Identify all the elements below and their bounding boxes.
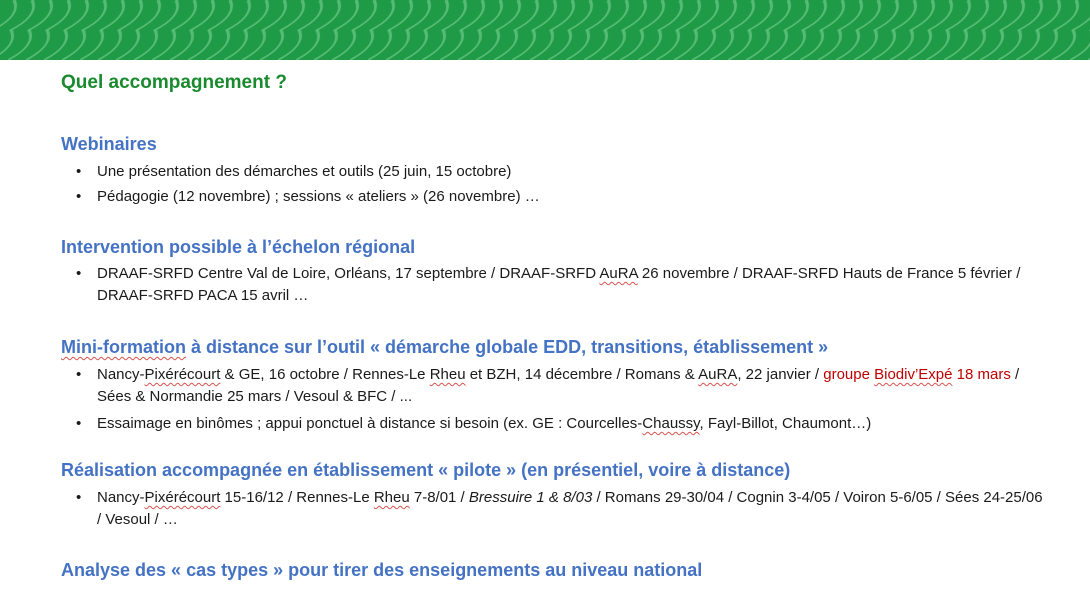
- bullet-icon: •: [76, 188, 82, 205]
- bullet-icon: •: [76, 415, 82, 432]
- header-banner: [0, 0, 1090, 60]
- list-item: • DRAAF-SRFD Centre Val de Loire, Orléans, 17 septembre / DRAAF-SRFD AuRA 26 novembre / DRAAF-SRFD Hauts de France 5 février / DRAAF-SRFD PACA 15 avril …: [76, 265, 1021, 304]
- intervention-list: [76, 263, 1046, 307]
- section-heading-realisation: Réalisation accompagnée en établissement « pilote » (en présentiel, voire à distance): [61, 460, 791, 480]
- bullet-icon: •: [76, 163, 82, 180]
- banner-wave-pattern: [0, 0, 1090, 60]
- webinaires-list: [76, 161, 1046, 208]
- list-item: • Nancy-Pixérécourt & GE, 16 octobre / Rennes-Le Rheu et BZH, 14 décembre / Romans & AuRA, 22 janvier / groupe Biodiv’Expé 18 mars / Sées & Normandie 25 mars / Vesoul & BFC / ...: [76, 366, 1020, 405]
- bullet-icon: •: [76, 265, 82, 282]
- list-item: • Pédagogie (12 novembre) ; sessions « ateliers » (26 novembre) …: [76, 186, 1046, 208]
- realisation-list: [76, 487, 1046, 531]
- slide-title: Quel accompagnement ?: [61, 72, 287, 93]
- list-item: • Nancy-Pixérécourt 15-16/12 / Rennes-Le Rheu 7-8/01 / Bressuire 1 & 8/03 / Romans 29-30/04 / Cognin 3-4/05 / Voiron 5-6/05 / Sées 24-25/06 / Vesoul / …: [76, 489, 1043, 528]
- mini-formation-list: [76, 364, 1046, 435]
- section-heading-mini-formation: Mini-formation à distance sur l’outil « démarche globale EDD, transitions, établissement »: [61, 337, 829, 357]
- list-item: • Une présentation des démarches et outils (25 juin, 15 octobre): [76, 161, 1046, 183]
- bullet-icon: •: [76, 489, 82, 506]
- list-item: • Essaimage en binômes ; appui ponctuel à distance si besoin (ex. GE : Courcelles-Chaussy, Fayl-Billot, Chaumont…): [76, 413, 1046, 435]
- section-heading-webinaires: Webinaires: [61, 134, 157, 154]
- bullet-icon: •: [76, 366, 82, 383]
- section-heading-intervention: Intervention possible à l’échelon régional: [61, 237, 416, 257]
- section-heading-analyse: Analyse des « cas types » pour tirer des enseignements au niveau national: [61, 560, 703, 580]
